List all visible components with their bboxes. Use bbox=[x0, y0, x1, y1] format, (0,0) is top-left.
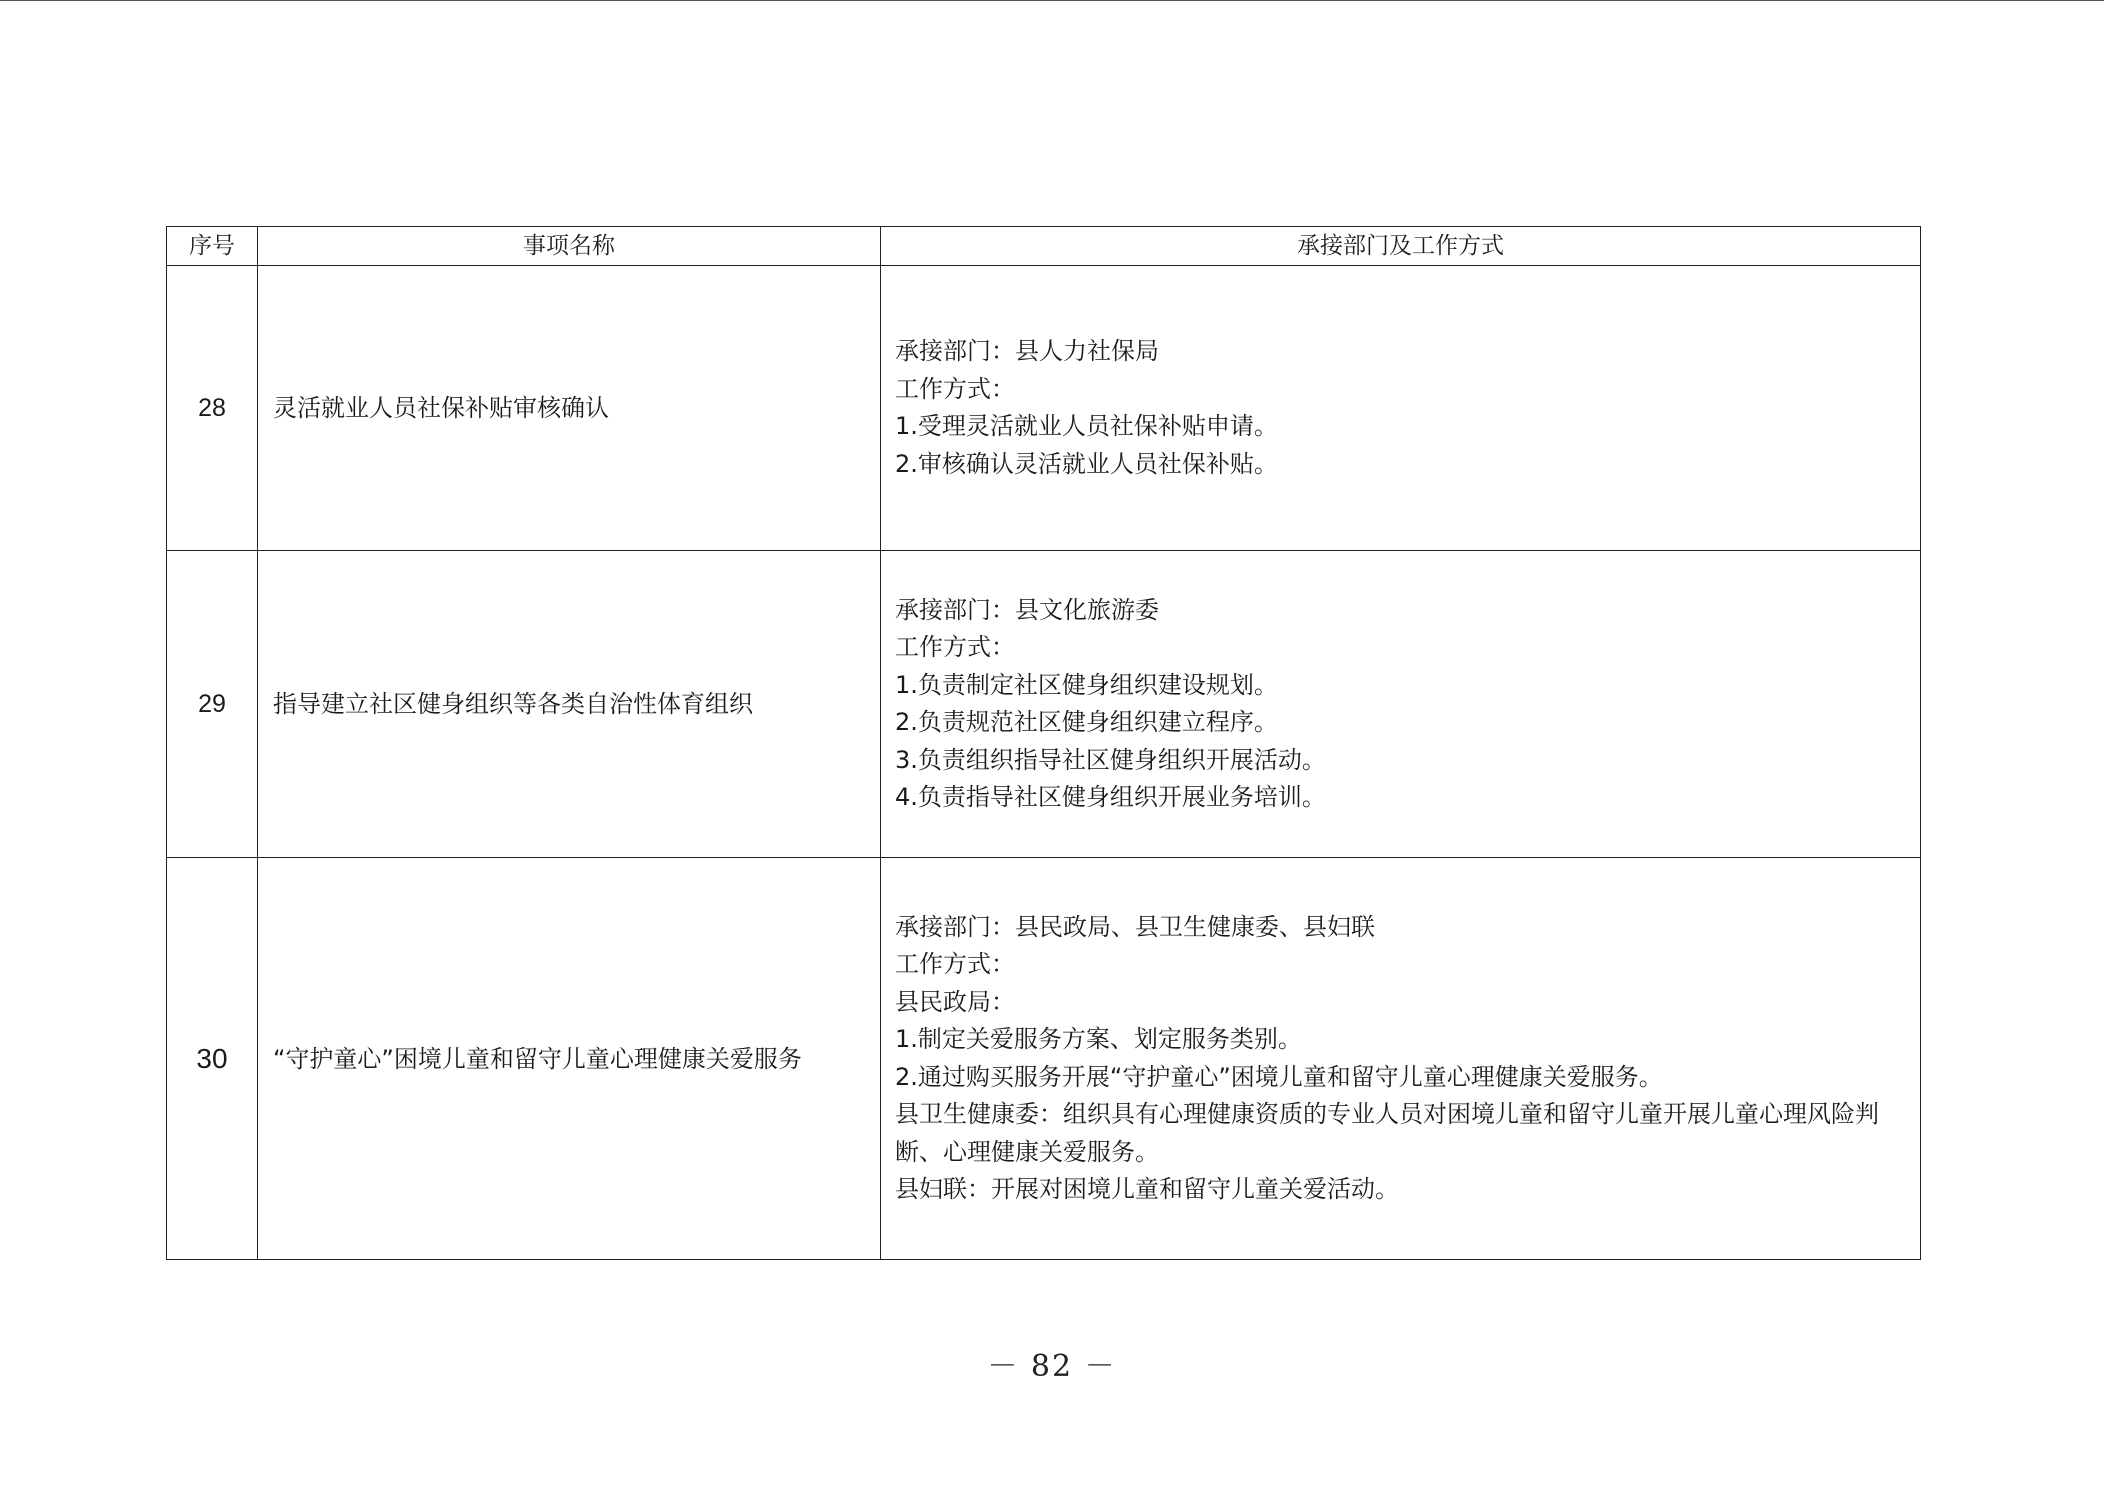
header-serial-number: 序号 bbox=[167, 227, 258, 266]
matter-name: 指导建立社区健身组织等各类自治性体育组织 bbox=[258, 551, 881, 858]
department-line: 承接部门：县文化旅游委 bbox=[895, 595, 1159, 624]
method-item: 1.受理灵活就业人员社保补贴申请。 bbox=[895, 412, 1278, 440]
method-item: 3.负责组织指导社区健身组织开展活动。 bbox=[895, 745, 1326, 774]
method-item: 4.负责指导社区健身组织开展业务培训。 bbox=[895, 783, 1326, 811]
department-and-method bbox=[881, 551, 1921, 858]
row-number: 29 bbox=[167, 551, 258, 858]
department-line: 承接部门：县人力社保局 bbox=[895, 337, 1159, 365]
header-matter-name: 事项名称 bbox=[258, 227, 881, 266]
header-department-and-method: 承接部门及工作方式 bbox=[881, 227, 1921, 266]
method-item: 县妇联：开展对困境儿童和留守儿童关爱活动。 bbox=[895, 1175, 1399, 1203]
method-item: 2.负责规范社区健身组织建立程序。 bbox=[895, 708, 1278, 736]
method-item: 1.制定关爱服务方案、划定服务类别。 bbox=[895, 1025, 1302, 1053]
department-and-method bbox=[881, 858, 1921, 1260]
table-header-row bbox=[167, 227, 1921, 266]
sub-department-label: 县民政局： bbox=[895, 987, 1015, 1016]
row-number: 28 bbox=[167, 266, 258, 551]
table-row bbox=[167, 858, 1921, 1260]
department-line: 承接部门：县民政局、县卫生健康委、县妇联 bbox=[895, 912, 1375, 941]
method-label: 工作方式： bbox=[895, 950, 1015, 978]
method-item: 县卫生健康委：组织具有心理健康资质的专业人员对困境儿童和留守儿童开展儿童心理风险判断、心理健康关爱服务。 bbox=[895, 1100, 1879, 1166]
method-item: 2.审核确认灵活就业人员社保补贴。 bbox=[895, 449, 1278, 478]
matter-name: “守护童心”困境儿童和留守儿童心理健康关爱服务 bbox=[258, 858, 881, 1260]
page-number: － 82 － bbox=[987, 1349, 1117, 1384]
method-label: 工作方式： bbox=[895, 374, 1015, 403]
table-row bbox=[167, 266, 1921, 551]
matters-table bbox=[166, 226, 1921, 1260]
row-number: 30 bbox=[167, 858, 258, 1260]
matter-name: 灵活就业人员社保补贴审核确认 bbox=[258, 266, 881, 551]
method-item: 1.负责制定社区健身组织建设规划。 bbox=[895, 670, 1278, 699]
method-item: 2.通过购买服务开展“守护童心”困境儿童和留守儿童心理健康关爱服务。 bbox=[895, 1062, 1663, 1091]
method-label: 工作方式： bbox=[895, 633, 1015, 661]
table-row bbox=[167, 551, 1921, 858]
department-and-method bbox=[881, 266, 1921, 551]
